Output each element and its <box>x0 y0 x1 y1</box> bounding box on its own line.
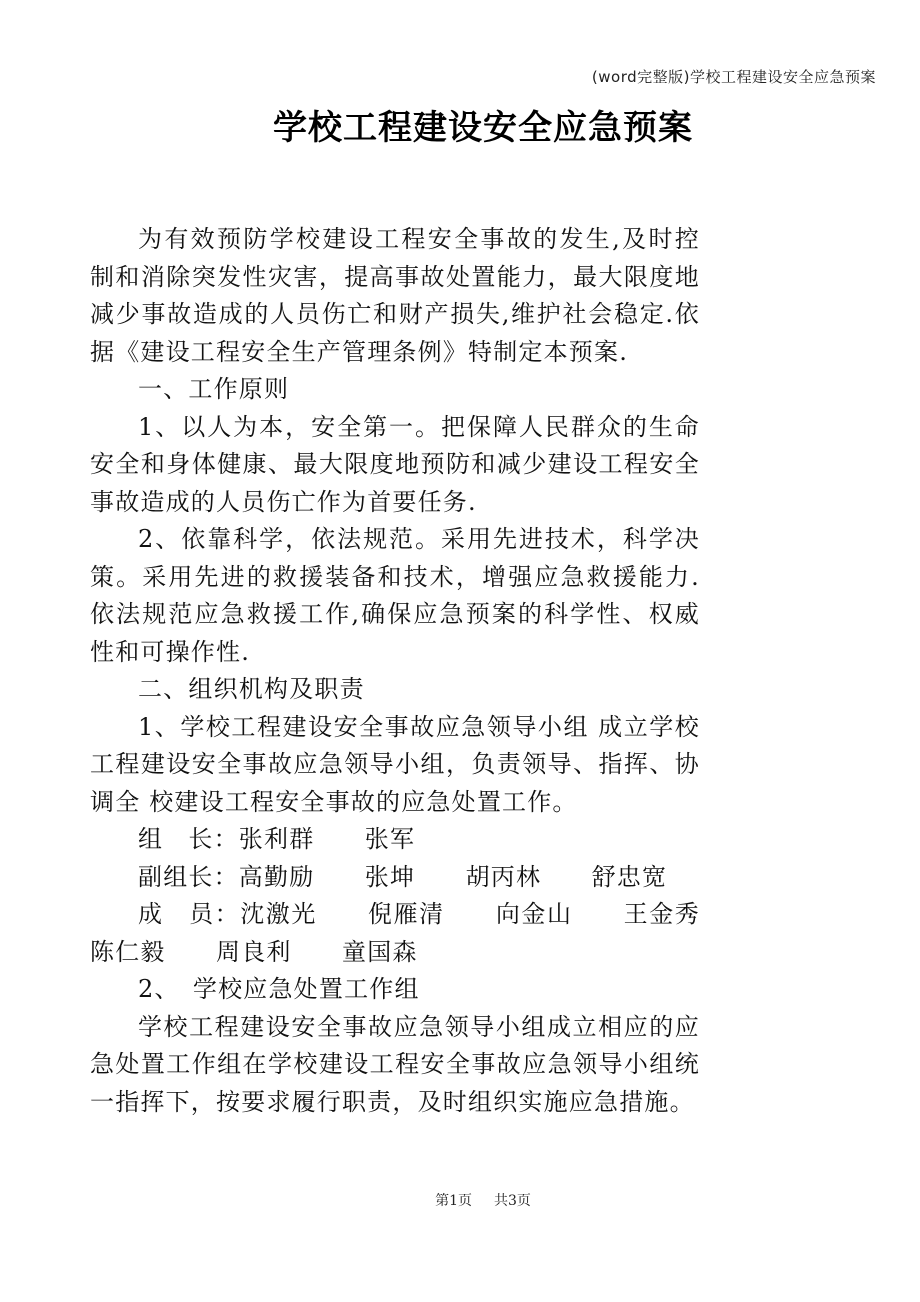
group-leader-line: 组 长：张利群 张军 <box>138 825 416 853</box>
page-number: 第1页 <box>435 1193 472 1209</box>
page-footer <box>0 1190 920 1210</box>
document-header-note: (word完整版)学校工程建设安全应急预案 <box>591 68 876 86</box>
organization-item-2: 2、 学校应急处置工作组 <box>138 975 420 1003</box>
principle-item-1: 1、以人为本，安全第一。把保障人民群众的生命安全和身体健康、最大限度地预防和减少建设工程安全事故造成的人员伤亡作为首要任务. <box>90 412 700 516</box>
document-body <box>90 221 751 1121</box>
principle-item-2: 2、依靠科学，依法规范。采用先进技术，科学决策。采用先进的救援装备和技术，增强应急救援能力.依法规范应急救援工作,确保应急预案的科学性、权威性和可操作性. <box>90 525 700 666</box>
section-heading-principles: 一、工作原则 <box>138 375 290 403</box>
document-title: 学校工程建设安全应急预案 <box>273 108 693 148</box>
organization-item-1: 1、学校工程建设安全事故应急领导小组 成立学校工程建设安全事故应急领导小组，负责领导、指挥、协调全 校建设工程安全事故的应急处置工作。 <box>90 712 700 816</box>
members-line: 成 员：沈激光 倪雁清 向金山 王金秀 陈仁毅 周良利 童国森 <box>90 900 751 966</box>
deputy-leader-line: 副组长：高勤励 张坤 胡丙林 舒忠宽 <box>138 862 668 891</box>
section-heading-organization: 二、组织机构及职责 <box>138 675 365 703</box>
page-total: 共3页 <box>494 1193 531 1209</box>
intro-paragraph: 为有效预防学校建设工程安全事故的发生,及时控制和消除突发性灾害，提高事故处置能力，最大限度地减少事故造成的人员伤亡和财产损失,维护社会稳定.依据《建设工程安全生产管理条例》特制定本预案. <box>90 225 700 366</box>
working-group-paragraph: 学校工程建设安全事故应急领导小组成立相应的应急处置工作组在学校建设工程安全事故应急领导小组统一指挥下，按要求履行职责，及时组织实施应急措施。 <box>90 1012 700 1116</box>
